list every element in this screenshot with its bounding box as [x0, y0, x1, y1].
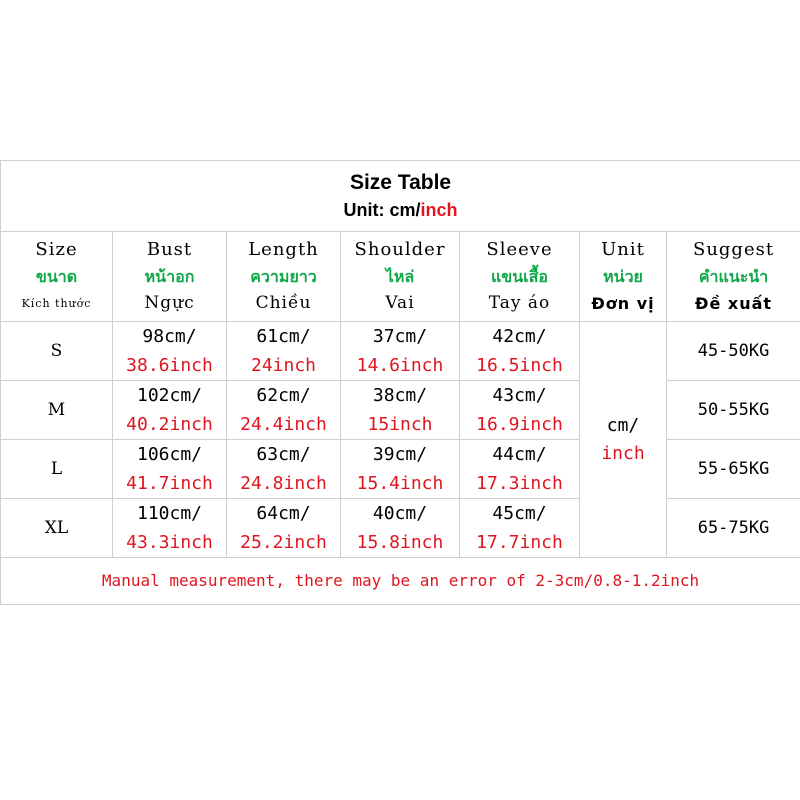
bust-cm: 98cm/: [142, 326, 197, 347]
length-inch: 25.2inch: [240, 532, 327, 553]
length-cm: 63cm/: [256, 444, 311, 465]
length-inch: 24.8inch: [240, 473, 327, 494]
header-sleeve-vi: Tay áo: [488, 293, 551, 313]
table-row: [1, 381, 800, 440]
table-title-cell: [1, 161, 800, 232]
size-cell: S: [1, 322, 113, 381]
unit-suffix: inch: [420, 200, 458, 220]
header-sleeve-th: แขนเสื้อ: [490, 267, 549, 286]
bust-cm: 106cm/: [136, 444, 203, 465]
header-unit-en: Unit: [601, 239, 645, 260]
size-cell: XL: [1, 499, 113, 558]
header-shoulder-vi: Vai: [385, 293, 415, 313]
table-row: [1, 440, 800, 499]
bust-cell: [113, 381, 227, 440]
header-sleeve-en: Sleeve: [486, 239, 553, 260]
bust-cell: [113, 499, 227, 558]
header-shoulder: [341, 232, 460, 322]
header-size: [1, 232, 113, 322]
header-length-vi: Chiều: [255, 293, 312, 313]
unit-line: [1, 197, 800, 223]
shoulder-cm: 38cm/: [372, 385, 428, 406]
sleeve-cm: 44cm/: [492, 444, 547, 465]
header-unit-vi: Đơn vị: [591, 294, 655, 313]
length-cm: 64cm/: [256, 503, 311, 524]
sleeve-inch: 16.9inch: [476, 414, 563, 435]
bust-cm: 110cm/: [136, 503, 203, 524]
size-table: [0, 160, 800, 605]
shoulder-inch: 15inch: [367, 414, 433, 435]
sleeve-cm: 42cm/: [492, 326, 547, 347]
sleeve-cell: [460, 499, 580, 558]
header-size-vi: Kích thước: [21, 297, 92, 310]
header-row: [1, 232, 800, 322]
shoulder-inch: 14.6inch: [356, 355, 444, 376]
bust-inch: 38.6inch: [126, 355, 213, 376]
header-suggest: [667, 232, 800, 322]
sleeve-inch: 17.7inch: [476, 532, 563, 553]
bust-inch: 40.2inch: [126, 414, 213, 435]
unit-cm: cm/: [606, 414, 640, 436]
unit-prefix: Unit: cm/: [343, 200, 421, 220]
table-title: Size Table: [349, 171, 452, 194]
length-inch: 24.4inch: [240, 414, 327, 435]
size-cell: M: [1, 381, 113, 440]
sleeve-cell: [460, 381, 580, 440]
length-cell: [227, 440, 341, 499]
header-size-en: Size: [35, 239, 78, 260]
header-suggest-en: Suggest: [692, 239, 775, 260]
sleeve-inch: 16.5inch: [476, 355, 563, 376]
sleeve-inch: 17.3inch: [476, 473, 563, 494]
header-suggest-th: คำแนะนำ: [698, 267, 769, 286]
shoulder-cell: [341, 381, 460, 440]
length-cm: 62cm/: [256, 385, 311, 406]
header-bust-en: Bust: [146, 239, 193, 260]
header-length: [227, 232, 341, 322]
bust-inch: 41.7inch: [126, 473, 213, 494]
header-bust-th: หน้าอก: [144, 267, 195, 286]
header-length-en: Length: [248, 239, 319, 260]
header-shoulder-th: ไหล่: [385, 267, 415, 286]
length-cell: [227, 322, 341, 381]
shoulder-cell: [341, 440, 460, 499]
size-table-container: [0, 160, 800, 600]
table-row: [1, 322, 800, 381]
suggest-cell: 45-50KG: [667, 322, 800, 381]
suggest-cell: 65-75KG: [667, 499, 800, 558]
length-cell: [227, 499, 341, 558]
sleeve-cm: 43cm/: [492, 385, 547, 406]
header-bust-vi: Ngực: [144, 293, 195, 313]
sleeve-cell: [460, 440, 580, 499]
shoulder-cell: [341, 322, 460, 381]
shoulder-cell: [341, 499, 460, 558]
length-cell: [227, 381, 341, 440]
size-cell: L: [1, 440, 113, 499]
length-inch: 24inch: [250, 355, 317, 376]
unit-cell: [580, 322, 667, 558]
suggest-cell: 50-55KG: [667, 381, 800, 440]
note-cell: [1, 558, 800, 605]
unit-inch: inch: [601, 442, 645, 464]
header-unit-th: หน่วย: [603, 267, 643, 286]
sleeve-cell: [460, 322, 580, 381]
shoulder-cm: 37cm/: [372, 326, 428, 347]
header-sleeve: [460, 232, 580, 322]
bust-cell: [113, 322, 227, 381]
measurement-note: Manual measurement, there may be an error of 2-3cm/0.8-1.2inch: [101, 571, 700, 590]
shoulder-cm: 40cm/: [372, 503, 428, 524]
suggest-cell: 55-65KG: [667, 440, 800, 499]
header-length-th: ความยาว: [250, 267, 317, 286]
bust-inch: 43.3inch: [126, 532, 213, 553]
header-shoulder-en: Shoulder: [354, 239, 446, 260]
header-unit: [580, 232, 667, 322]
header-size-th: ขนาด: [35, 267, 78, 286]
bust-cell: [113, 440, 227, 499]
sleeve-cm: 45cm/: [492, 503, 547, 524]
header-suggest-vi: Đề xuất: [695, 294, 773, 313]
shoulder-inch: 15.8inch: [356, 532, 444, 553]
shoulder-cm: 39cm/: [372, 444, 428, 465]
bust-cm: 102cm/: [136, 385, 203, 406]
shoulder-inch: 15.4inch: [356, 473, 444, 494]
table-row: [1, 499, 800, 558]
header-bust: [113, 232, 227, 322]
length-cm: 61cm/: [256, 326, 311, 347]
